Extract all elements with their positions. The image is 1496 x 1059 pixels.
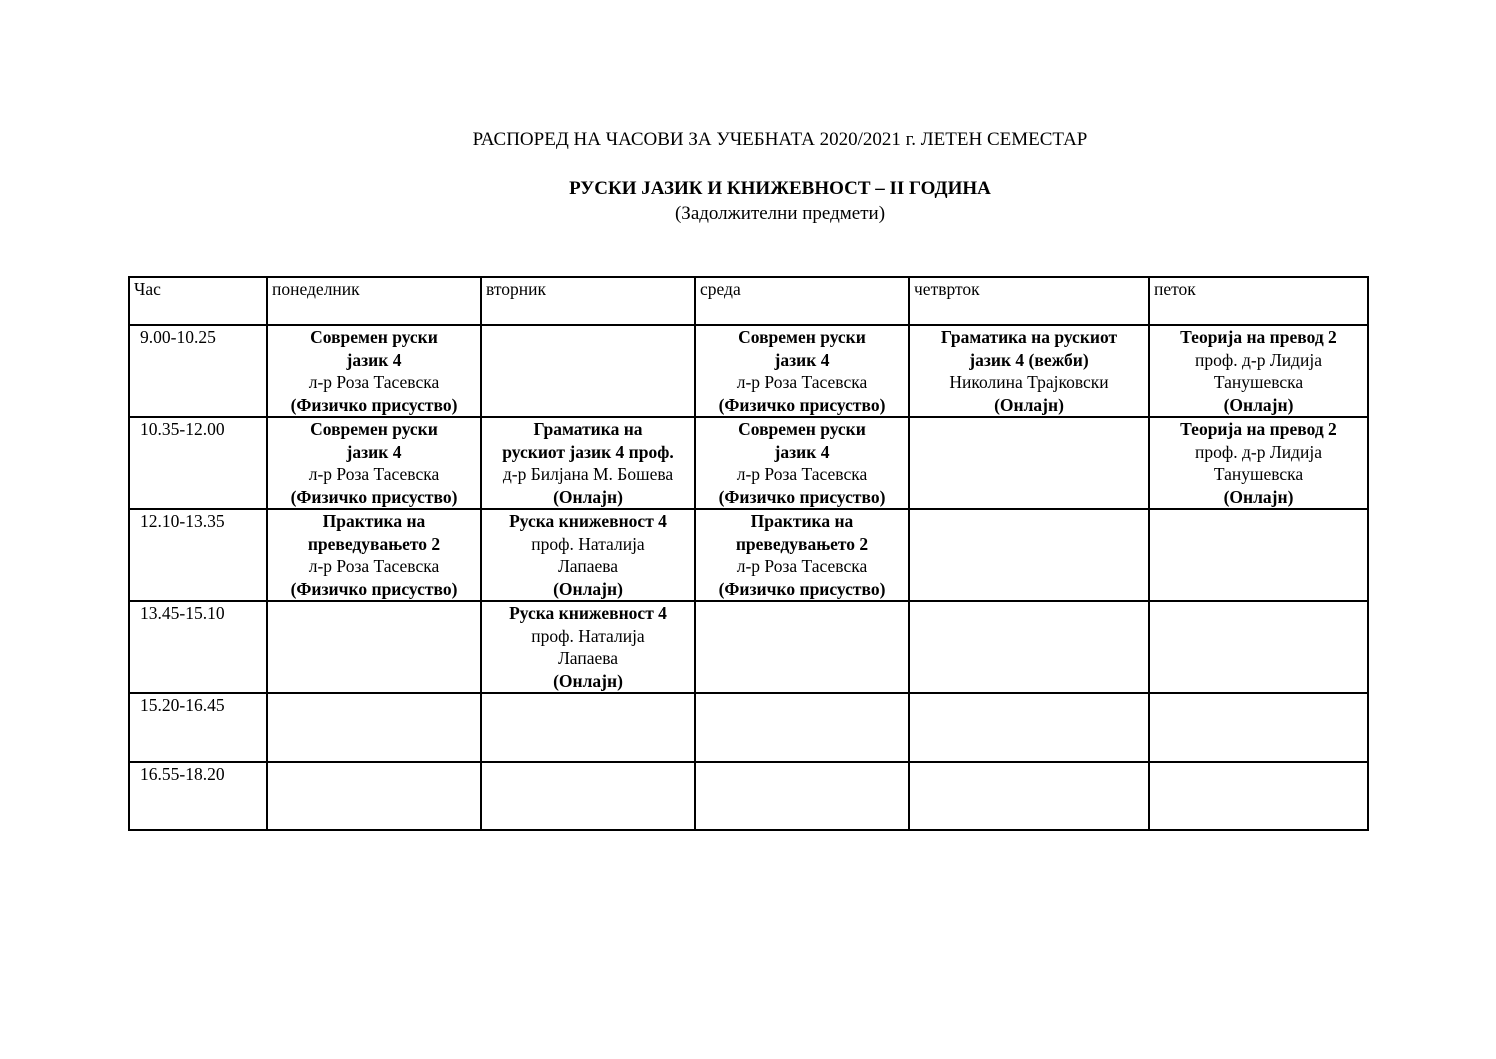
table-row — [129, 601, 1368, 693]
delivery-mode: (Онлајн) — [1223, 486, 1294, 507]
subject-name: Теорија на превод 2 — [1180, 419, 1337, 439]
subject-name: Современ руски — [738, 327, 866, 347]
schedule-cell — [481, 509, 695, 601]
table-row — [129, 693, 1368, 762]
schedule-cell — [909, 601, 1149, 693]
schedule-cell — [481, 417, 695, 509]
schedule-cell — [1149, 417, 1368, 509]
schedule-cell — [695, 509, 909, 601]
schedule-cell — [267, 325, 481, 417]
delivery-mode: (Физичко присуство) — [290, 578, 458, 599]
schedule-cell — [909, 417, 1149, 509]
delivery-mode: (Физичко присуство) — [290, 394, 458, 415]
subject-name: Граматика на — [533, 419, 643, 439]
subject-name: Руска книжевност 4 — [509, 603, 667, 623]
schedule-cell — [481, 762, 695, 830]
schedule-cell — [1149, 601, 1368, 693]
teacher-name: проф. Наталија — [531, 533, 645, 554]
schedule-cell — [1149, 509, 1368, 601]
time-slot: 12.10-13.35 — [129, 509, 267, 601]
subject-name: јазик 4 — [774, 441, 830, 462]
subject-name: јазик 4 — [346, 349, 402, 370]
schedule-cell — [267, 601, 481, 693]
schedule-cell — [695, 601, 909, 693]
subject-name: Граматика на рускиот — [940, 327, 1118, 347]
teacher-name: л-р Роза Тасевска — [308, 464, 440, 484]
schedule-cell — [267, 762, 481, 830]
subject-name: Практика на — [750, 511, 854, 531]
subject-name: јазик 4 (вежби) — [969, 349, 1089, 370]
delivery-mode: (Физичко присуство) — [718, 394, 886, 415]
schedule-cell — [481, 601, 695, 693]
schedule-cell — [1149, 325, 1368, 417]
schedule-body — [129, 277, 1368, 830]
subject-name: Современ руски — [310, 327, 438, 347]
delivery-mode: (Физичко присуство) — [718, 486, 886, 507]
subject-name: Теорија на превод 2 — [1180, 327, 1337, 347]
teacher-name: проф. д-р Лидија — [1195, 441, 1322, 462]
subject-name: јазик 4 — [346, 441, 402, 462]
schedule-cell — [695, 762, 909, 830]
schedule-cell — [909, 509, 1149, 601]
teacher-name: проф. Наталија — [531, 625, 645, 646]
schedule-cell — [909, 693, 1149, 762]
schedule-cell — [481, 325, 695, 417]
header-row — [129, 277, 1368, 325]
delivery-mode: (Онлајн) — [553, 486, 623, 507]
schedule-cell — [695, 417, 909, 509]
time-slot: 10.35-12.00 — [129, 417, 267, 509]
teacher-name: л-р Роза Тасевска — [736, 556, 868, 576]
subject-name: Современ руски — [738, 419, 866, 439]
column-header: четврток — [909, 277, 1149, 325]
time-slot: 16.55-18.20 — [129, 762, 267, 830]
delivery-mode: (Онлајн) — [553, 670, 623, 691]
subject-name: Руска книжевност 4 — [509, 511, 667, 531]
teacher-name: проф. д-р Лидија — [1195, 349, 1322, 370]
subject-name: Практика на — [322, 511, 426, 531]
teacher-name: л-р Роза Тасевска — [736, 464, 868, 484]
schedule-cell — [481, 693, 695, 762]
subject-name: јазик 4 — [774, 349, 830, 370]
program-subtitle: (Задолжителни предмети) — [674, 203, 886, 224]
teacher-name: Лапаева — [557, 648, 619, 668]
delivery-mode: (Физичко присуство) — [718, 578, 886, 599]
column-header: понеделник — [267, 277, 481, 325]
teacher-name: л-р Роза Тасевска — [308, 556, 440, 576]
teacher-name: Танушевска — [1213, 464, 1304, 484]
subject-name: преведувањето 2 — [735, 533, 869, 554]
subject-name: рускиот јазик 4 проф. — [502, 441, 674, 462]
table-row — [129, 509, 1368, 601]
schedule-cell — [1149, 693, 1368, 762]
time-slot: 9.00-10.25 — [129, 325, 267, 417]
time-slot: 15.20-16.45 — [129, 693, 267, 762]
schedule-cell — [695, 325, 909, 417]
column-header: петок — [1149, 277, 1368, 325]
teacher-name: л-р Роза Тасевска — [736, 372, 868, 392]
column-header: вторник — [481, 277, 695, 325]
teacher-name: Лапаева — [557, 556, 619, 576]
document-title: РАСПОРЕД НА ЧАСОВИ ЗА УЧЕБНАТА 2020/2021 г. ЛЕТЕН СЕМЕСТАР — [472, 129, 1088, 150]
schedule-table — [128, 276, 1369, 831]
delivery-mode: (Онлајн) — [994, 394, 1064, 415]
schedule-cell — [267, 417, 481, 509]
schedule-cell — [267, 693, 481, 762]
delivery-mode: (Онлајн) — [1223, 394, 1294, 415]
schedule-cell — [1149, 762, 1368, 830]
subject-name: Современ руски — [310, 419, 438, 439]
column-header: среда — [695, 277, 909, 325]
table-row — [129, 325, 1368, 417]
teacher-name: Николина Трајковски — [949, 372, 1109, 392]
teacher-name: л-р Роза Тасевска — [308, 372, 440, 392]
schedule-cell — [267, 509, 481, 601]
table-row — [129, 762, 1368, 830]
program-title: РУСКИ ЈАЗИК И КНИЖЕВНОСТ – II ГОДИНА — [569, 178, 991, 199]
time-slot: 13.45-15.10 — [129, 601, 267, 693]
schedule-cell — [909, 762, 1149, 830]
column-header: Час — [129, 277, 267, 325]
schedule-cell — [695, 693, 909, 762]
table-row — [129, 417, 1368, 509]
schedule-cell — [909, 325, 1149, 417]
teacher-name: Танушевска — [1213, 372, 1304, 392]
teacher-name: д-р Билјана М. Бошева — [502, 464, 674, 484]
subject-name: преведувањето 2 — [307, 533, 441, 554]
delivery-mode: (Онлајн) — [553, 578, 623, 599]
delivery-mode: (Физичко присуство) — [290, 486, 458, 507]
